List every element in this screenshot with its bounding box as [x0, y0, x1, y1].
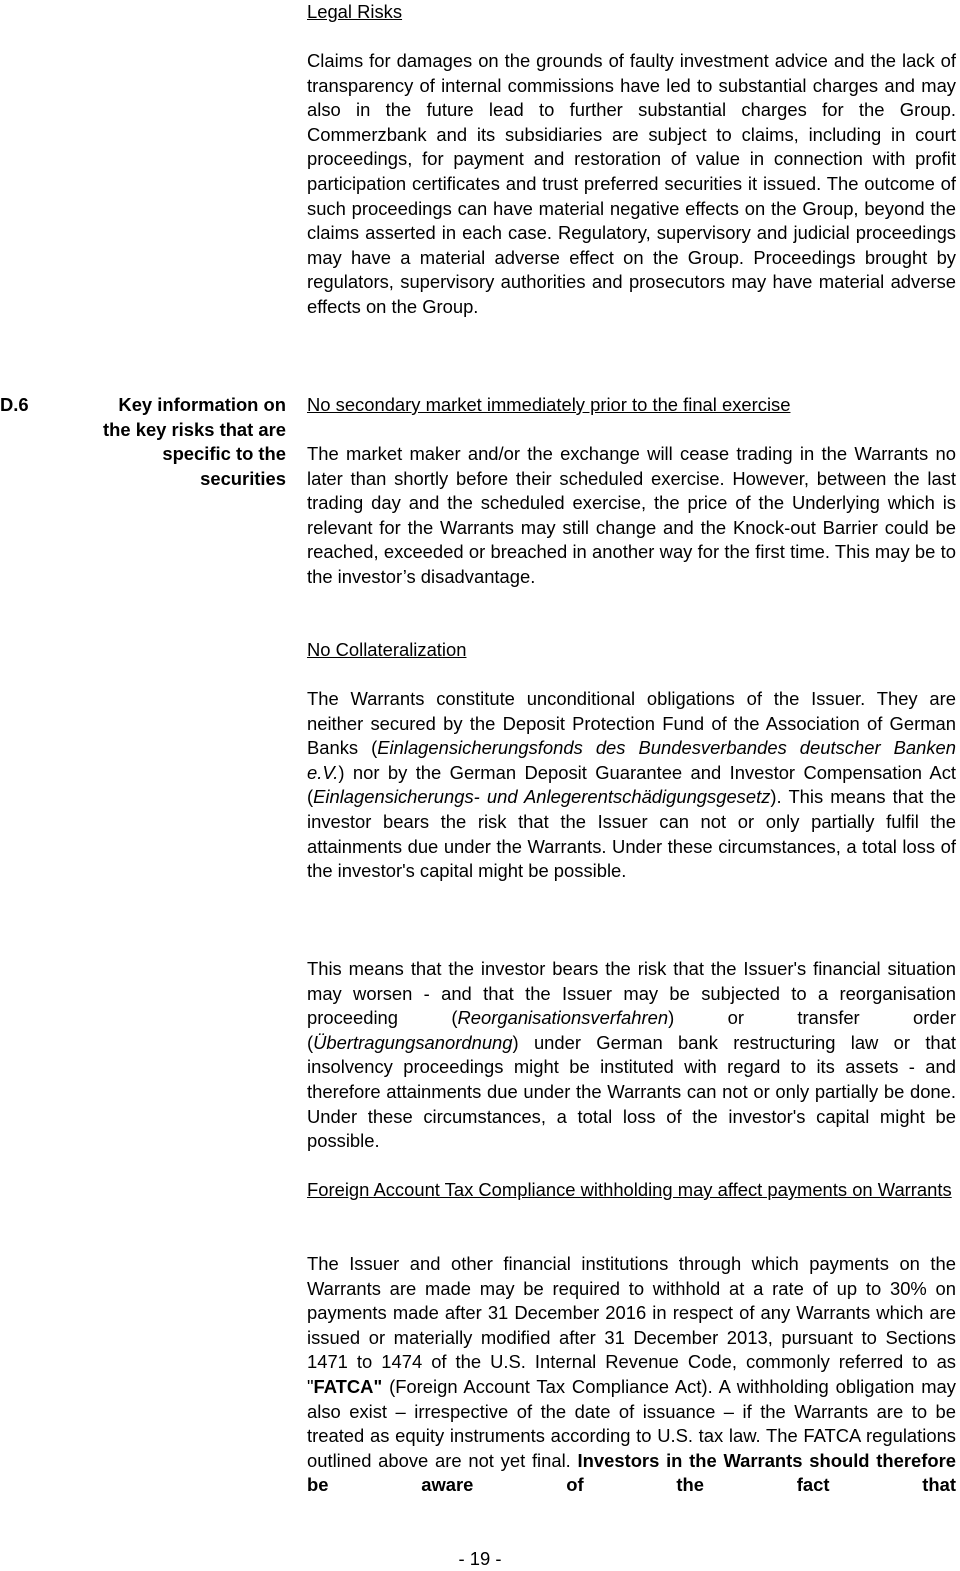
text-run: The Issuer and other financial institutions through which payments on the Warrants are made may be required to withhold at a rate of up to 30% on payments made after 31 December 2016 in respect of any Warrants which are issued or materially modified after 31 December 2013, pursuant to Sections 1471 to 1474 of the U.S. Internal Revenue Code, commonly referred to as ": [307, 1253, 956, 1397]
text-run: ) nor by the German Deposit Guarantee and Investor Compensation Act (: [307, 761, 956, 808]
text-run: This means that the investor bears the risk that the Issuer's financial situation may worsen - and that the Issuer may be subjected to a reorganisation proceeding (: [307, 958, 956, 1029]
no-collateralization-heading: No Collateralization: [307, 639, 467, 660]
text-run: ) under German bank restructuring law or that insolvency proceedings might be instituted with regard to its assets - and therefore attainments due under the Warrants can not or only partially be done. Under these circumstances, a total loss of the investor's capital might be possible.: [307, 1031, 956, 1152]
page-number: - 19 -: [458, 1548, 502, 1569]
bold-text: Investors in the Warrants should therefore be aware of the fact that: [307, 1449, 956, 1496]
text-run: The market maker and/or the exchange will cease trading in the Warrants no later than shortly before their scheduled exercise. However, between the last trading day and the scheduled exercise, the price of the Underlying which is relevant for the Warrants may still change and the Knock-out Barrier could be reached, exceeded or breached in another way for the first time. This may be to the investor’s disadvantage.: [307, 443, 956, 587]
section-number: D.6: [0, 394, 29, 415]
no-secondary-market-body: [307, 442, 956, 590]
italic-term: Reorganisationsverfahren: [457, 1007, 669, 1029]
no-secondary-market-heading: No secondary market immediately prior to the final exercise: [307, 394, 791, 415]
text-run: (Foreign Account Tax Compliance Act). A withholding obligation may also exist – irrespective of the date of issuance – if the Warrants are to be treated as equity instruments according to U.S. tax law. The FATCA regulations outlined above are not yet final.: [307, 1375, 956, 1471]
text-run: Claims for damages on the grounds of faulty investment advice and the lack of transparency of internal commissions have led to substantial charges and may also in the future lead to further substantial charges for the Group. Commerzbank and its subsidiaries are subject to claims, including in court proceedings, for payment and restoration of value in connection with profit participation certificates and trust preferred securities it issued. The outcome of such proceedings can have material negative effects on the Group, beyond the claims asserted in each case. Regulatory, supervisory and judicial proceedings may have a material adverse effect on the Group. Proceedings brought by regulators, supervisory authorities and prosecutors may have material adverse effects on the Group.: [307, 50, 956, 317]
fatca-body: [307, 1252, 956, 1498]
section-title: Key information on the key risks that are specific to the securities: [103, 394, 286, 489]
legal-risks-body: [307, 49, 956, 320]
no-collateralization-para-2: [307, 957, 956, 1154]
legal-risks-heading: Legal Risks: [307, 1, 403, 22]
bold-text: FATCA": [313, 1375, 383, 1397]
text-run: ) or transfer order (: [307, 1007, 956, 1053]
no-collateralization-para-1: [307, 687, 956, 884]
italic-term: Übertragungsanordnung: [313, 1031, 513, 1053]
fatca-heading: Foreign Account Tax Compliance withholding may affect payments on Warrants: [307, 1179, 952, 1200]
italic-term: Einlagensicherungsfonds des Bundesverbandes deutscher Banken e.V.: [307, 737, 956, 783]
text-run: ). This means that the investor bears the risk that the Issuer can not or only partially fulfil the attainments due under the Warrants. Under these circumstances, a total loss of the investor's capital might be possible.: [307, 786, 956, 882]
italic-term: Einlagensicherungs- und Anlegerentschädigungsgesetz: [313, 786, 771, 808]
text-run: The Warrants constitute unconditional obligations of the Issuer. They are neither secured by the Deposit Protection Fund of the Association of German Banks (: [307, 688, 956, 759]
